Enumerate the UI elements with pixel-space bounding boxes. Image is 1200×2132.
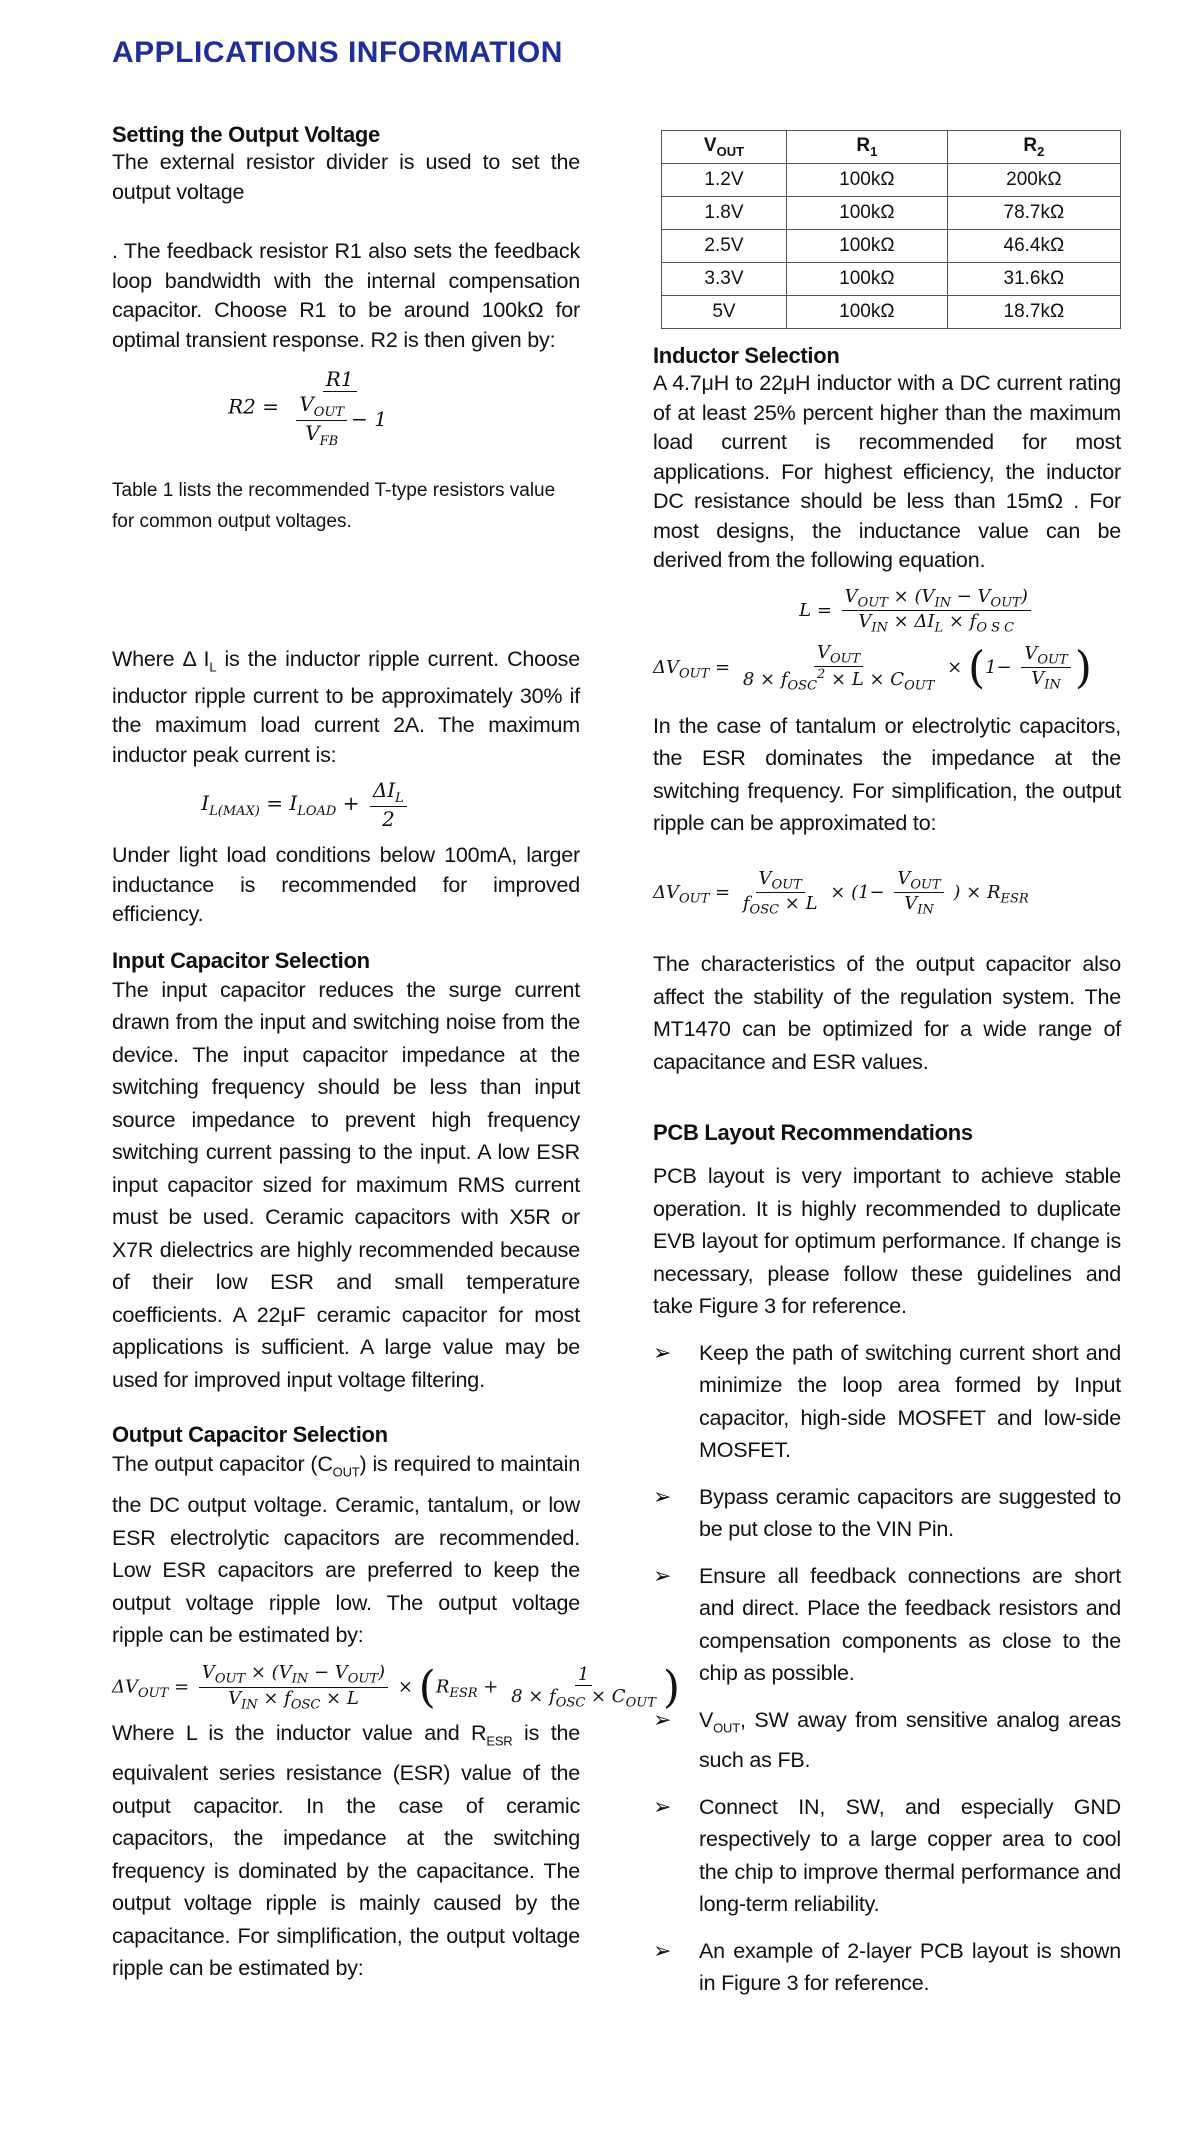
eq-text: − V (951, 585, 991, 607)
eq-text: ΔI (372, 778, 396, 803)
heading-inductor-selection: Inductor Selection (653, 343, 840, 368)
eq-text: ) (378, 1662, 386, 1683)
list-item-text: V (699, 1707, 714, 1732)
eq-text: = (174, 1676, 190, 1698)
heading-pcb-layout: PCB Layout Recommendations (653, 1120, 973, 1146)
eq-numerator: 1 (575, 1664, 592, 1686)
eq-text: ) (1020, 585, 1028, 607)
paragraph: The characteristics of the output capacitor also affect the stability of the regulation system. The MT1470 can be optimized for a wide range of capacitance and ESR values. (653, 952, 1121, 1074)
text: The output capacitor (C (112, 1452, 333, 1477)
eq-sub: OUT (625, 1695, 656, 1711)
eq-text: − 1 (351, 407, 387, 431)
eq-text: = I (266, 791, 298, 816)
list-item (653, 1791, 1121, 1921)
equation-inductance (713, 586, 1121, 636)
eq-text: V (897, 867, 911, 889)
table-cell: 200kΩ (947, 164, 1120, 197)
heading-input-capacitor: Input Capacitor Selection (112, 947, 370, 973)
eq-text: = (715, 656, 731, 678)
table-row (662, 230, 1121, 263)
arrow-bullet-icon: ➢ (653, 1793, 672, 1819)
eq-text: × (397, 1676, 413, 1698)
eq-sub: OSC (749, 903, 780, 919)
sub: OUT (713, 1719, 740, 1735)
eq-text: V (299, 392, 314, 416)
eq-sub: OUT (347, 1671, 379, 1687)
table-row (662, 263, 1121, 296)
eq-text: × L (320, 1687, 359, 1709)
eq-text: × (V (245, 1662, 292, 1683)
eq-text: V (305, 421, 320, 445)
list-item-text: Keep the path of switching current short and minimize the loop area formed by Input capacitor, high-side MOSFET and low-side MOSFET. (699, 1340, 1121, 1463)
eq-denominator (289, 392, 390, 449)
eq-text: + (342, 791, 360, 816)
equation-ripple-esr (653, 868, 1121, 918)
eq-text: V (904, 893, 918, 915)
arrow-bullet-icon: ➢ (653, 1483, 672, 1509)
page-title: APPLICATIONS INFORMATION (112, 36, 563, 69)
eq-sub: OUT (214, 1671, 246, 1687)
eq-sub: OUT (679, 666, 710, 682)
eq-fraction (508, 1664, 659, 1711)
eq-text: R2 = (228, 394, 279, 419)
eq-sub: ESR (449, 1685, 478, 1701)
eq-fraction (289, 367, 390, 449)
text: is the inductor ripple current. Choose inductor ripple current to be approximately 30% if the maximum load current 2A. The maximum inductor peak current is: (112, 647, 580, 767)
paragraph: In the case of tantalum or electrolytic capacitors, the ESR dominates the impedance at the switching frequency. For simplification, the output ripple can be approximated to: (653, 713, 1121, 836)
paragraph: PCB layout is very important to achieve stable operation. It is highly recommended to duplicate EVB layout for optimum performance. If change is necessary, please follow these guidelines and take Figure 3 for reference. (653, 1164, 1121, 1319)
eq-text: × (V (887, 585, 935, 607)
eq-text: 8 × f (742, 669, 788, 691)
eq-sub: OSC (290, 1697, 321, 1713)
eq-sub: FB (319, 434, 339, 449)
text: ) is required to maintain the DC output voltage. Ceramic, tantalum, or low ESR electrolytic capacitors are recommended. Low ESR capacitors are preferred to keep the output voltage ripple low. The output voltage ripple can be estimated by: (112, 1452, 580, 1648)
right-column (653, 130, 1121, 2000)
eq-sub: L(MAX) (209, 804, 260, 820)
list-item-text: Ensure all feedback connections are short and direct. Place the feedback resistors and compensation components as close to the chip as possible. (699, 1563, 1121, 1686)
eq-sub: OUT (679, 891, 710, 907)
table-row (662, 197, 1121, 230)
eq-sub: IN (917, 903, 934, 919)
eq-text: × f (257, 1687, 291, 1709)
eq-text: R (435, 1676, 450, 1698)
eq-text: 1− (985, 656, 1012, 678)
eq-sub: IN (241, 1697, 258, 1713)
eq-text: V (1031, 668, 1045, 690)
eq-text: 2 (381, 807, 395, 832)
eq-sub: IN (1044, 677, 1061, 693)
table-cell: 5V (662, 296, 787, 329)
heading-output-capacitor: Output Capacitor Selection (112, 1422, 388, 1448)
paragraph: The input capacitor reduces the surge current drawn from the input and switching noise from the device. The input capacitor impedance at the switching frequency should be less than input source impedance to prevent high frequency switching current passing to the input. A low ESR input capacitor sized for maximum RMS current must be used. Ceramic capacitors with X5R or X7R dielectrics are highly recommended because of their low ESR and small temperature coefficients. A 22μF ceramic capacitor for most applications is sufficient. A large value may be used for improved input voltage filtering. (112, 977, 580, 1392)
list-item (653, 1704, 1121, 1777)
sub: OUT (332, 1464, 360, 1480)
paragraph (112, 1448, 580, 1651)
table-cell: 18.7kΩ (947, 296, 1120, 329)
eq-fraction (1021, 643, 1070, 693)
list-item (653, 1560, 1121, 1690)
eq-text: ΔV (653, 656, 679, 678)
eq-fraction (740, 868, 821, 918)
table-cell: 78.7kΩ (947, 197, 1120, 230)
eq-text: V (228, 1687, 242, 1709)
eq-text: = (715, 881, 731, 903)
paragraph (112, 1717, 580, 1985)
table-caption-paragraph: Table 1 lists the recommended T-type resistors value for common output voltages. (112, 480, 556, 532)
eq-sup: 2 (817, 667, 826, 683)
list-item-text: Connect IN, SW, and especially GND respectively to a large copper area to cool the chip to improve thermal performance and long-term reliability. (699, 1794, 1121, 1917)
equation-ilmax (112, 778, 500, 831)
eq-text: I (201, 791, 210, 816)
eq-sub: O S C (976, 620, 1015, 636)
text: Where Δ I (112, 647, 210, 671)
equation-vout-ripple: $\Delta V_{OUT}$ = $\frac{V_{OUT} \times (V_{IN} - V_{OUT})}{V_{IN} \times f_{OSC} \times L}$ × ($R_{ESR}$ + $\frac{1}{8 \times f_{OSC} \times C_{OUT}}$ ) (112, 1661, 681, 1713)
table-cell: 100kΩ (786, 230, 947, 263)
table-header-cell: $R_1$ (786, 131, 947, 164)
eq-text: + (483, 1676, 499, 1698)
table-cell: 46.4kΩ (947, 230, 1120, 263)
text: is the equivalent series resistance (ESR) value of the output capacitor. In the case of ceramic capacitors, the impedance at the switching frequency is dominated by the capacitance. The output voltage ripple is mainly caused by the capacitance. For simplification, the output voltage ripple can be estimated by: (112, 1720, 580, 1981)
eq-fraction (740, 642, 938, 694)
list-item-text: Bypass ceramic capacitors are suggested to be put close to the VIN Pin. (699, 1484, 1121, 1542)
eq-text: × C (585, 1685, 626, 1707)
eq-text: V (758, 867, 772, 889)
eq-sub: OUT (1037, 652, 1068, 668)
eq-sub: OUT (771, 877, 802, 893)
eq-text: × (1− (830, 881, 885, 903)
list-item-text: An example of 2-layer PCB layout is shown in Figure 3 for reference. (699, 1938, 1121, 1996)
eq-sub: L (934, 620, 944, 636)
eq-text: × f (943, 611, 977, 633)
eq-numerator: R1 (323, 367, 357, 392)
table-cell: 100kΩ (786, 164, 947, 197)
paragraph: A 4.7μH to 22μH inductor with a DC current rating of at least 25% percent higher than the maximum load current is recommended for most applications. For highest efficiency, the inductor DC resistance should be less than 15mΩ . For most designs, the inductance value can be derived from the following equation. (653, 371, 1121, 572)
eq-sub: OUT (138, 1685, 169, 1701)
text: Where L is the inductor value and R (112, 1720, 487, 1745)
table-cell: 31.6kΩ (947, 263, 1120, 296)
resistor-table (661, 130, 1121, 329)
eq-text: × (947, 656, 963, 678)
eq-sub: OUT (857, 595, 888, 611)
eq-text: ΔV (653, 881, 679, 903)
arrow-bullet-icon: ➢ (653, 1339, 672, 1365)
sub: L (209, 659, 217, 675)
eq-text: − V (308, 1662, 348, 1683)
table-header-row (662, 131, 1121, 164)
eq-sub: L (395, 791, 404, 807)
eq-sub: OUT (910, 877, 941, 893)
eq-text: f (742, 893, 750, 915)
eq-text: L = (799, 599, 832, 621)
list-item (653, 1935, 1121, 2000)
pcb-guidelines-list (653, 1337, 1121, 2000)
eq-text: V (844, 585, 858, 607)
paragraph: The external resistor divider is used to set the output voltage (112, 150, 580, 204)
table-cell: 1.2V (662, 164, 787, 197)
eq-fraction (370, 778, 407, 831)
eq-sub: OUT (829, 651, 861, 667)
eq-text: × L × C (825, 669, 905, 691)
table-cell: 100kΩ (786, 296, 947, 329)
table-header-cell: $V_{OUT}$ (662, 131, 787, 164)
sub: ESR (486, 1732, 513, 1748)
table-cell: 100kΩ (786, 263, 947, 296)
eq-fraction (842, 586, 1031, 636)
table-cell: 2.5V (662, 230, 787, 263)
eq-sub: OUT (904, 678, 935, 694)
table-cell: 3.3V (662, 263, 787, 296)
equation-ripple-ceramic: $\Delta V_{OUT}$ = $\frac{V_{OUT}}{8 \times f_{OSC}^2 \times L \times C_{OUT}}$ × (1− $\frac{V_{OUT}}{V_{IN}}$ ) (653, 641, 1092, 694)
table-row (662, 296, 1121, 329)
equation-r2 (112, 367, 510, 449)
table-row (662, 164, 1121, 197)
paragraph: Under light load conditions below 100mA, larger inductance is recommended for improved efficiency. (112, 843, 580, 927)
eq-sub: OSC (787, 678, 818, 694)
table-cell: 1.8V (662, 197, 787, 230)
eq-sub: ESR (1000, 891, 1029, 907)
eq-text: V (816, 641, 830, 663)
eq-text: × L (779, 893, 818, 915)
eq-sub: OUT (313, 405, 345, 420)
eq-fraction (894, 868, 943, 918)
table-cell: 100kΩ (786, 197, 947, 230)
list-item (653, 1337, 1121, 1467)
arrow-bullet-icon: ➢ (653, 1562, 672, 1588)
eq-sub: IN (871, 620, 888, 636)
eq-text: V (201, 1662, 215, 1683)
eq-sub: IN (934, 595, 951, 611)
heading-output-voltage: Setting the Output Voltage (112, 122, 380, 147)
eq-sub: LOAD (297, 804, 337, 820)
eq-text: ) × R (953, 881, 1001, 903)
paragraph: . The feedback resistor R1 also sets the feedback loop bandwidth with the internal compensation capacitor. Choose R1 to be around 100kΩ for optimal transient response. R2 is then given by: (112, 239, 580, 352)
list-item (653, 1481, 1121, 1546)
arrow-bullet-icon: ➢ (653, 1706, 672, 1732)
eq-sub: OSC (555, 1695, 586, 1711)
arrow-bullet-icon: ➢ (653, 1937, 672, 1963)
eq-sub: OUT (990, 595, 1021, 611)
list-item-text: , SW away from sensitive analog areas such as FB. (699, 1707, 1121, 1773)
eq-text: V (1024, 642, 1038, 664)
paragraph-ripple (112, 645, 580, 770)
eq-sub: IN (291, 1671, 309, 1687)
eq-fraction (199, 1662, 388, 1712)
eq-text: 8 × f (511, 1685, 556, 1707)
eq-text: V (858, 611, 872, 633)
eq-text: × ΔI (887, 611, 935, 633)
table-header-cell: $R_2$ (947, 131, 1120, 164)
eq-text: ΔV (112, 1676, 138, 1698)
